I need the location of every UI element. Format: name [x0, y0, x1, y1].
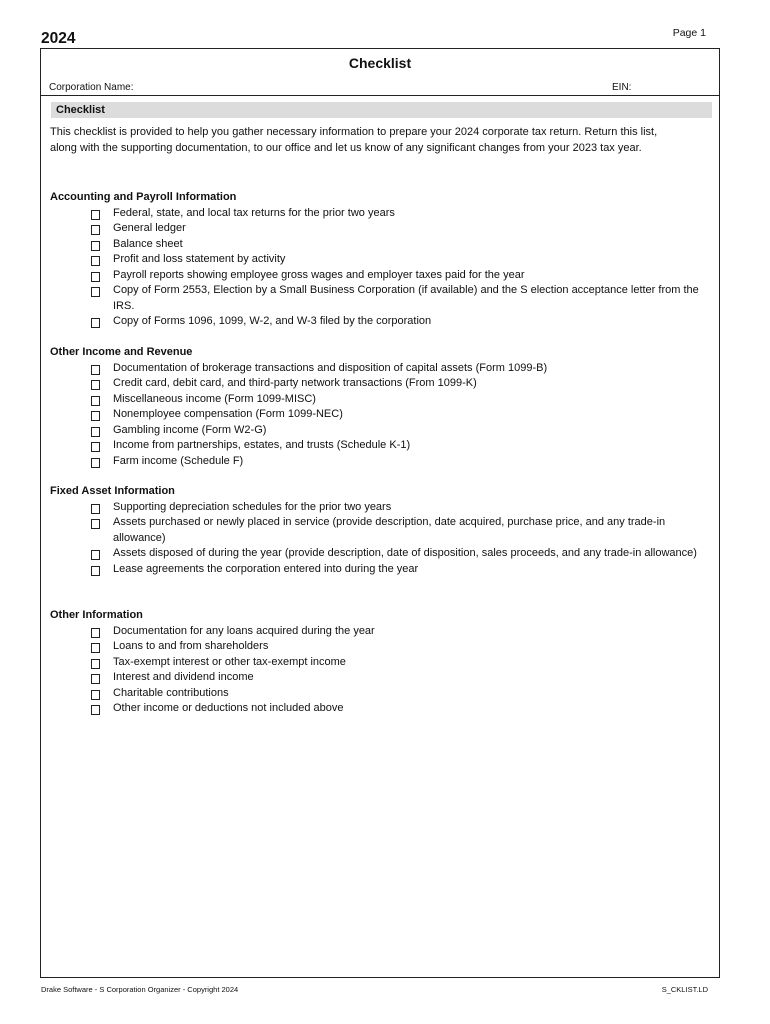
checklist-item — [50, 655, 700, 671]
checklist-item — [50, 314, 700, 330]
checkbox[interactable] — [91, 643, 100, 653]
checklist-item — [50, 268, 700, 284]
intro-paragraph: This checklist is provided to help you gather necessary information to prepare your 2024 corporate tax return. Return this list, along with the supporting documentation, to our office and let us know of any significant changes from your 2023 tax year. — [50, 126, 658, 154]
checkbox[interactable] — [91, 365, 100, 375]
checkbox[interactable] — [91, 210, 100, 220]
checklist-item — [50, 221, 700, 237]
checkbox[interactable] — [91, 287, 100, 297]
checklist-item — [50, 376, 700, 392]
checkbox[interactable] — [91, 241, 100, 251]
group-title: Other Income and Revenue — [50, 346, 193, 358]
ein-label: EIN: — [612, 82, 632, 93]
checklist-item-label: Profit and loss statement by activity — [113, 253, 286, 265]
checklist-item — [50, 283, 700, 314]
checklist-item — [50, 361, 700, 377]
checkbox[interactable] — [91, 674, 100, 684]
checkbox[interactable] — [91, 380, 100, 390]
checkbox[interactable] — [91, 318, 100, 328]
checklist-item — [50, 423, 700, 439]
footer-form-code: S_CKLIST.LD — [661, 985, 708, 994]
checklist-item — [50, 206, 700, 222]
checklist-item-label: Federal, state, and local tax returns for the prior two years — [113, 206, 395, 219]
checklist-item — [50, 686, 700, 702]
checklist-item-label: Documentation for any loans acquired during the year — [113, 624, 375, 637]
checkbox[interactable] — [91, 256, 100, 266]
checkbox[interactable] — [91, 442, 100, 452]
checkbox[interactable] — [91, 628, 100, 638]
checklist-item-label: General ledger — [113, 222, 186, 234]
tax-year: 2024 — [41, 30, 76, 47]
checklist-item-label: Loans to and from shareholders — [113, 640, 269, 652]
checklist-item-label: Supporting depreciation schedules for the prior two years — [113, 500, 392, 513]
group-accounting-payroll — [50, 190, 700, 330]
checklist-item-label: Assets purchased or newly placed in service (provide description, date acquired, purchase price, and any trade-in allowance) — [113, 516, 666, 544]
checkbox[interactable] — [91, 504, 100, 514]
form-title: Checklist — [348, 55, 412, 71]
checkbox[interactable] — [91, 659, 100, 669]
group-title: Other Information — [50, 609, 143, 621]
checklist-item-label: Income from partnerships, estates, and trusts (Schedule K-1) — [113, 439, 411, 451]
checkbox[interactable] — [91, 411, 100, 421]
checklist-item-label: Documentation of brokerage transactions and disposition of capital assets (Form 1099-B) — [113, 361, 548, 374]
page-number: Page 1 — [672, 27, 706, 39]
checklist-item-label: Gambling income (Form W2-G) — [113, 423, 267, 436]
checkbox[interactable] — [91, 519, 100, 529]
checklist-item — [50, 407, 700, 423]
checklist-item-label: Farm income (Schedule F) — [113, 454, 244, 467]
checkbox[interactable] — [91, 566, 100, 576]
checklist-item-label: Assets disposed of during the year (provide description, date of disposition, sales proceeds, and any trade-in allowance) — [113, 547, 697, 559]
checkbox[interactable] — [91, 225, 100, 235]
group-title: Fixed Asset Information — [50, 485, 175, 497]
checklist-item — [50, 454, 700, 470]
corporation-info-row — [41, 81, 719, 96]
checklist-item — [50, 639, 700, 655]
checklist-item — [50, 624, 700, 640]
checklist-item — [50, 237, 700, 253]
section-heading-label: Checklist — [56, 104, 105, 116]
checklist-item — [50, 701, 700, 717]
group-other-income — [50, 345, 700, 469]
checkbox[interactable] — [91, 396, 100, 406]
checklist-item-label: Other income or deductions not included above — [113, 702, 344, 714]
section-heading — [51, 102, 712, 118]
checklist-item-label: Tax-exempt interest or other tax-exempt income — [113, 655, 346, 668]
checklist-item-label: Balance sheet — [113, 237, 183, 250]
checkbox[interactable] — [91, 705, 100, 715]
corporation-name-label: Corporation Name: — [49, 82, 134, 93]
group-other-information — [50, 608, 700, 717]
checklist-item — [50, 546, 700, 562]
group-title: Accounting and Payroll Information — [50, 191, 237, 203]
checkbox[interactable] — [91, 427, 100, 437]
checklist-item — [50, 438, 700, 454]
checkbox[interactable] — [91, 690, 100, 700]
checklist-form — [40, 48, 720, 978]
checklist-item — [50, 562, 700, 578]
checklist-item-label: Credit card, debit card, and third-party network transactions (From 1099-K) — [113, 377, 477, 389]
checklist-item — [50, 392, 700, 408]
checklist-item-label: Interest and dividend income — [113, 671, 254, 683]
checklist-item-label: Miscellaneous income (Form 1099-MISC) — [113, 392, 316, 405]
checklist-item-label: Charitable contributions — [113, 686, 229, 699]
checklist-item-label: Copy of Form 2553, Election by a Small Business Corporation (if available) and the S election acceptance letter from the IRS. — [113, 284, 699, 312]
checklist-item-label: Payroll reports showing employee gross wages and employer taxes paid for the year — [113, 268, 525, 281]
checkbox[interactable] — [91, 458, 100, 468]
checklist-item — [50, 515, 700, 546]
footer-copyright: Drake Software - S Corporation Organizer - Copyright 2024 — [41, 985, 239, 994]
checklist-item — [50, 670, 700, 686]
checklist-item-label: Nonemployee compensation (Form 1099-NEC) — [113, 408, 343, 420]
group-fixed-assets — [50, 484, 700, 577]
checklist-item — [50, 252, 700, 268]
checklist-item-label: Copy of Forms 1096, 1099, W-2, and W-3 filed by the corporation — [113, 315, 432, 327]
checklist-item — [50, 500, 700, 516]
checkbox[interactable] — [91, 550, 100, 560]
checkbox[interactable] — [91, 272, 100, 282]
checklist-item-label: Lease agreements the corporation entered into during the year — [113, 562, 419, 575]
